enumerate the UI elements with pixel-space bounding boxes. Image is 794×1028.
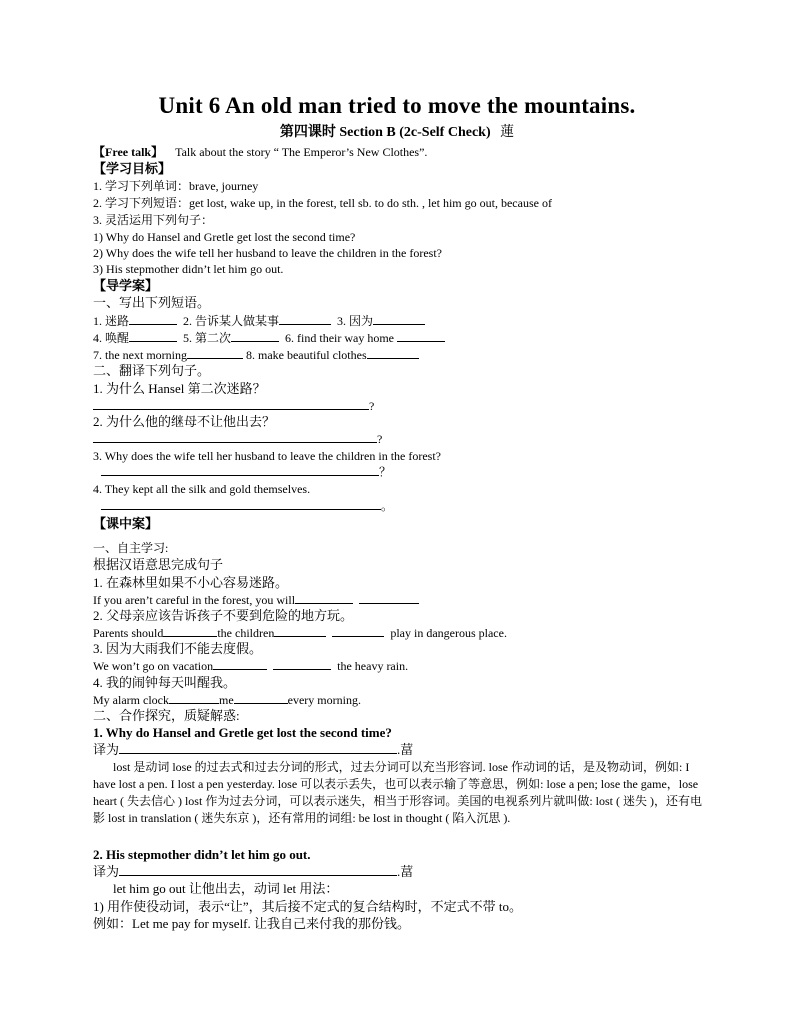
translate-question-4: 4. They kept all the silk and gold themselves. xyxy=(93,482,311,496)
translate-end-1: ? xyxy=(369,399,375,413)
translate-end-4: 。 xyxy=(381,499,394,513)
subtitle-text: 第四课时 Section B (2c-Self Check) xyxy=(279,125,491,140)
phrase-6-blank[interactable] xyxy=(397,330,445,342)
sentence-1-part: If you aren’t careful in the forest, you will xyxy=(93,593,296,607)
class-part2-title: 二、合作探究，质疑解惑: xyxy=(93,708,240,723)
sentence-3-blank-1[interactable] xyxy=(213,658,267,670)
phrase-1-blank[interactable] xyxy=(129,313,177,325)
q2-translation xyxy=(93,864,413,880)
phrase-row-1 xyxy=(93,313,425,329)
sentence-2-blank-2[interactable] xyxy=(274,625,326,637)
guide-heading: 【导学案】 xyxy=(93,278,159,293)
phrase-8-blank[interactable] xyxy=(367,347,419,359)
phrase-4: 4. 唤醒 xyxy=(93,331,130,345)
sentence-4-cn: 4. 我的闹钟每天叫醒我。 xyxy=(93,675,237,690)
phrase-7-blank[interactable] xyxy=(187,347,243,359)
sentence-2-part: the children xyxy=(217,626,275,640)
q2-let-rule: 1) 用作使役动词，表示“让”，其后接不定式的复合结构时，不定式不带 to。 xyxy=(93,899,522,914)
class-part1-title: 一、自主学习: xyxy=(93,541,169,555)
translate-answer-2 xyxy=(93,431,382,447)
sentence-4-blank-2[interactable] xyxy=(234,692,288,704)
q1-trans-blank[interactable] xyxy=(119,742,397,754)
stray-mark: 蓮 xyxy=(500,125,515,140)
phrase-4-blank[interactable] xyxy=(129,330,177,342)
q2-let-usage: let him go out 让他出去，动词 let 用法： xyxy=(113,881,339,896)
translate-end-2: ? xyxy=(377,432,383,446)
sentence-3-cn: 3. 因为大雨我们不能去度假。 xyxy=(93,641,263,656)
page-subtitle xyxy=(0,121,794,141)
objective-item: 1. 学习下列单词：brave, journey xyxy=(93,179,259,193)
q1-translation xyxy=(93,742,413,758)
translate-answer-3-blank[interactable] xyxy=(101,464,379,476)
translate-answer-2-blank[interactable] xyxy=(93,431,377,443)
phrase-2-blank[interactable] xyxy=(279,313,331,325)
q1-trans-end: .葍 xyxy=(397,742,414,757)
sentence-4-blank-1[interactable] xyxy=(169,692,219,704)
translate-question-2: 2. 为什么他的继母不让他出去？ xyxy=(93,414,276,429)
phrase-3-blank[interactable] xyxy=(373,313,425,325)
class-heading: 【课中案】 xyxy=(93,516,159,531)
sentence-4-part: My alarm clock xyxy=(93,693,169,707)
free-talk-text: Talk about the story “ The Emperor’s New Clothes”. xyxy=(175,145,428,159)
translate-question-3: 3. Why does the wife tell her husband to leave the children in the forest? xyxy=(93,449,441,463)
phrase-5-blank[interactable] xyxy=(231,330,279,342)
q2-trans-end: .葍 xyxy=(397,864,414,879)
page-title: Unit 6 An old man tried to move the mountains. xyxy=(158,93,636,118)
sentence-3-part: We won’t go on vacation xyxy=(93,659,214,673)
sentence-4-part: me xyxy=(218,693,234,707)
class-instruction: 根据汉语意思完成句子 xyxy=(93,557,224,572)
guide-part2-title: 二、翻译下列句子。 xyxy=(93,363,211,378)
guide-part1-title: 一、写出下列短语。 xyxy=(93,295,211,310)
q2-trans-blank[interactable] xyxy=(119,864,397,876)
translate-question-1: 1. 为什么 Hansel 第二次迷路？ xyxy=(93,381,266,396)
objective-item: 2. 学习下列短语：get lost, wake up, in the forest, tell sb. to do sth. , let him go out, because of xyxy=(93,196,552,210)
q1-trans-label: 译为 xyxy=(93,742,120,757)
objective-item: 1) Why do Hansel and Gretle get lost the second time? xyxy=(93,230,356,244)
phrase-7: 7. the next morning xyxy=(93,348,187,362)
phrase-8: 8. make beautiful clothes xyxy=(245,348,367,362)
translate-answer-3 xyxy=(93,464,391,480)
translate-answer-1-blank[interactable] xyxy=(93,398,369,410)
objective-item: 3) His stepmother didn’t let him go out. xyxy=(93,262,284,276)
objective-item: 2) Why does the wife tell her husband to leave the children in the forest? xyxy=(93,246,442,260)
phrase-3: 3. 因为 xyxy=(337,314,374,328)
sentence-2-part: play in dangerous place. xyxy=(390,626,507,640)
objectives-heading: 【学习目标】 xyxy=(93,161,172,176)
phrase-6: 6. find their way home xyxy=(285,331,395,345)
objective-item: 3. 灵活运用下列句子： xyxy=(93,213,214,227)
sentence-3-blank-2[interactable] xyxy=(273,658,331,670)
translate-answer-4-blank[interactable] xyxy=(101,498,381,510)
sentence-2-en xyxy=(93,625,507,641)
q2-let-example: 例如：Let me pay for myself. 让我自己来付我的那份钱。 xyxy=(93,916,411,931)
translate-end-3: ？ xyxy=(379,465,392,479)
translate-answer-4 xyxy=(93,498,393,514)
sentence-2-part: Parents should xyxy=(93,626,164,640)
phrase-5: 5. 第二次 xyxy=(183,331,232,345)
sentence-1-cn: 1. 在森林里如果不小心容易迷路。 xyxy=(93,575,289,590)
sentence-2-blank-1[interactable] xyxy=(163,625,217,637)
sentence-1-en xyxy=(93,592,419,608)
translate-answer-1 xyxy=(93,398,374,414)
phrase-row-3 xyxy=(93,347,419,363)
sentence-2-blank-3[interactable] xyxy=(332,625,384,637)
sentence-3-part: the heavy rain. xyxy=(337,659,409,673)
sentence-2-cn: 2. 父母亲应该告诉孩子不要到危险的地方玩。 xyxy=(93,608,354,623)
sentence-3-en xyxy=(93,658,408,674)
phrase-row-2 xyxy=(93,330,445,346)
free-talk-label: 【Free talk】 xyxy=(93,145,164,159)
sentence-4-part: every morning. xyxy=(287,693,361,707)
sentence-4-en xyxy=(93,692,361,708)
q2-title: 2. His stepmother didn’t let him go out. xyxy=(93,847,311,862)
q1-title: 1. Why do Hansel and Gretle get lost the second time? xyxy=(93,725,392,740)
sentence-1-blank-1[interactable] xyxy=(295,592,353,604)
free-talk-line xyxy=(93,144,427,160)
q1-explanation: lost 是动词 lose 的过去式和过去分词的形式，过去分词可以充当形容词. lose 作动词的话，是及物动词，例如: I have lost a pen. I lost a pen yesterday. lose 可以表示丢失，也可以表示输了等意思，例如: lose a pen; lose the game，lose heart ( 失去信心 ) lost 作为过去分词，可以表示迷失，相当于形容词。美国的电视系列片就叫做: lost ( 迷失 )，还有电影 lost in translation ( 迷失东京 )，还有常用的词组: be lost in thought ( 陷入沉思 ). xyxy=(93,760,702,825)
sentence-1-blank-2[interactable] xyxy=(359,592,419,604)
phrase-1: 1. 迷路 xyxy=(93,314,130,328)
phrase-2: 2. 告诉某人做某事 xyxy=(183,314,280,328)
q2-trans-label: 译为 xyxy=(93,864,120,879)
